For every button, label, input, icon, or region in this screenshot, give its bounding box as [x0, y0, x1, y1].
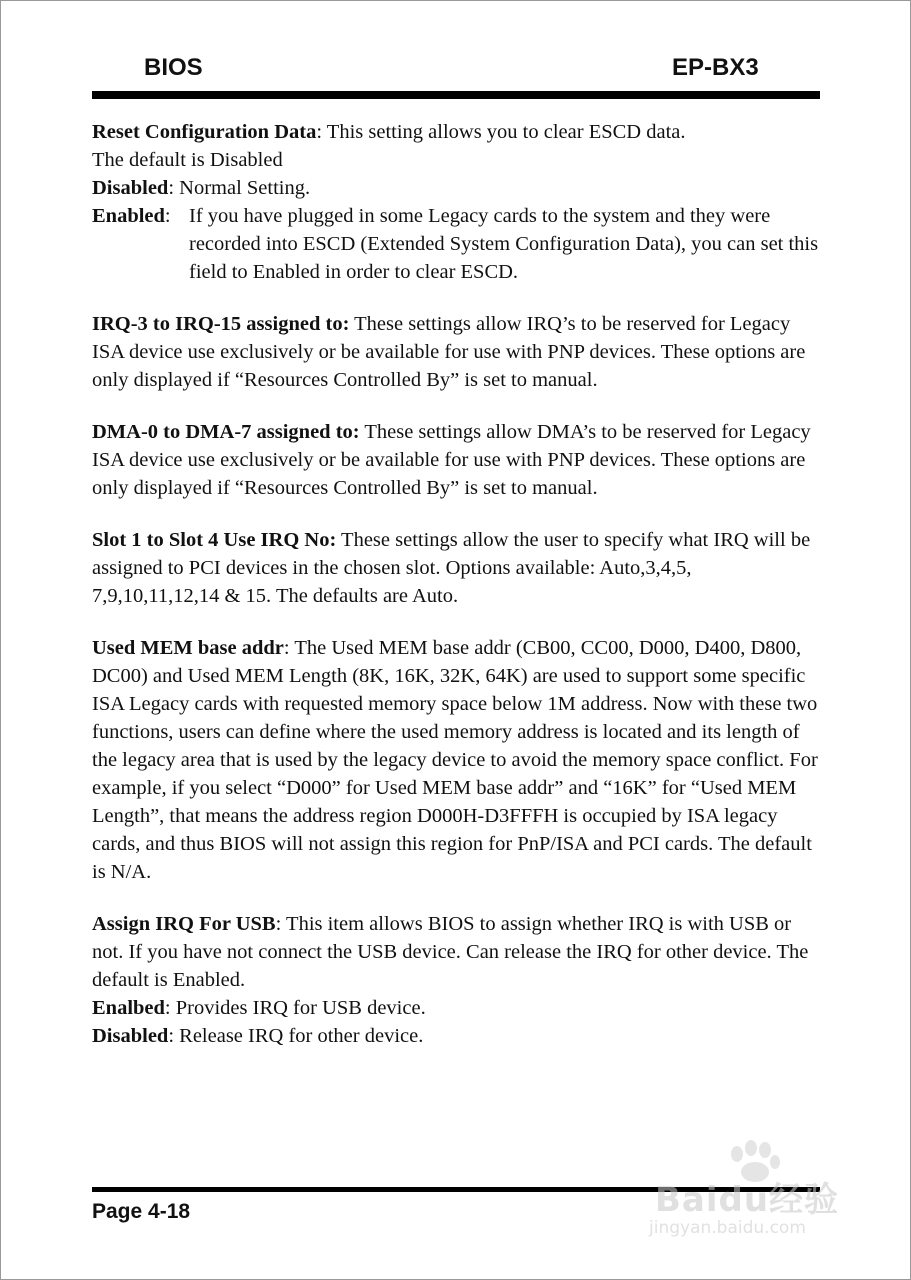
reset-option-disabled-text: : Normal Setting.: [168, 177, 311, 199]
watermark-brand: Baidu经验: [655, 1180, 840, 1220]
usb-irq-text: : This item allows BIOS to assign whether IRQ is with USB or not. If you have not connect the USB device. Can release the IRQ for other device. The default is Enabled.: [92, 913, 809, 991]
usb-irq-para: [92, 910, 822, 994]
watermark: [645, 1140, 870, 1250]
reset-option-enabled-label: Enabled: [92, 205, 165, 227]
slot-irq-para: [92, 526, 822, 610]
irq-assigned-title: IRQ-3 to IRQ-15 assigned to:: [92, 313, 350, 335]
reset-option-enabled-text: If you have plugged in some Legacy cards to the system and they were recorded into ESCD (Extended System Configuration Data), you can set this field to Enabled in order to clear ESCD.: [189, 205, 819, 283]
used-mem-para: [92, 634, 822, 886]
used-mem-title: Used MEM base addr: [92, 637, 284, 659]
reset-config-default: The default is Disabled: [92, 149, 283, 171]
usb-option-disabled: [92, 1022, 822, 1050]
reset-option-enabled-colon: :: [164, 205, 171, 227]
reset-option-disabled-label: Disabled: [92, 177, 169, 199]
dma-assigned-para: [92, 418, 822, 502]
slot-irq-text: These settings allow the user to specify what IRQ will be assigned to PCI devices in the chosen slot. Options available: Auto,3,4,5, 7,9,10,11,12,14 & 15. The defaults are Auto.: [92, 529, 811, 607]
reset-config-text: : This setting allows you to clear ESCD data.: [316, 121, 686, 143]
irq-assigned-para: [92, 310, 822, 394]
usb-option-disabled-text: : Release IRQ for other device.: [168, 1025, 424, 1047]
header-left: BIOS: [144, 54, 203, 81]
usb-irq-title: Assign IRQ For USB: [92, 913, 276, 935]
reset-option-enabled: [92, 202, 822, 286]
usb-option-enabled-text: : Provides IRQ for USB device.: [164, 997, 426, 1019]
header-rule: [92, 91, 820, 99]
usb-option-enabled: [92, 994, 822, 1022]
irq-assigned-text: These settings allow IRQ’s to be reserved for Legacy ISA device use exclusively or be available for use with PNP devices. These options are only displayed if “Resources Controlled By” is set to manual.: [92, 313, 806, 391]
watermark-url: jingyan.baidu.com: [649, 1218, 806, 1238]
dma-assigned-title: DMA-0 to DMA-7 assigned to:: [92, 421, 360, 443]
reset-option-disabled: [92, 174, 822, 202]
usb-option-enabled-label: Enalbed: [92, 997, 165, 1019]
reset-config-para: [92, 118, 822, 146]
used-mem-text: : The Used MEM base addr (CB00, CC00, D000, D400, D800, DC00) and Used MEM Length (8K, 16K, 32K, 64K) are used to support some specific ISA Legacy cards with requested memory space below 1M address. Now with these two functions, users can define where the used memory address is located and its length of the legacy area that is used by the legacy device to avoid the memory space conflict. For example, if you select “D000” for Used MEM base addr” and “16K” for “Used MEM Length”, that means the address region D000H-D3FFFH is occupied by ISA legacy cards, and thus BIOS will not assign this region for PnP/ISA and PCI cards. The default is N/A.: [92, 637, 818, 883]
slot-irq-title: Slot 1 to Slot 4 Use IRQ No:: [92, 529, 337, 551]
reset-config-title: Reset Configuration Data: [92, 121, 317, 143]
page-content: [92, 118, 822, 1050]
usb-option-disabled-label: Disabled: [92, 1025, 169, 1047]
page-number: Page 4-18: [92, 1200, 191, 1223]
dma-assigned-text: These settings allow DMA’s to be reserved for Legacy ISA device use exclusively or be available for use with PNP devices. These options are only displayed if “Resources Controlled By” is set to manual.: [92, 421, 811, 499]
header-right: EP-BX3: [672, 54, 759, 81]
